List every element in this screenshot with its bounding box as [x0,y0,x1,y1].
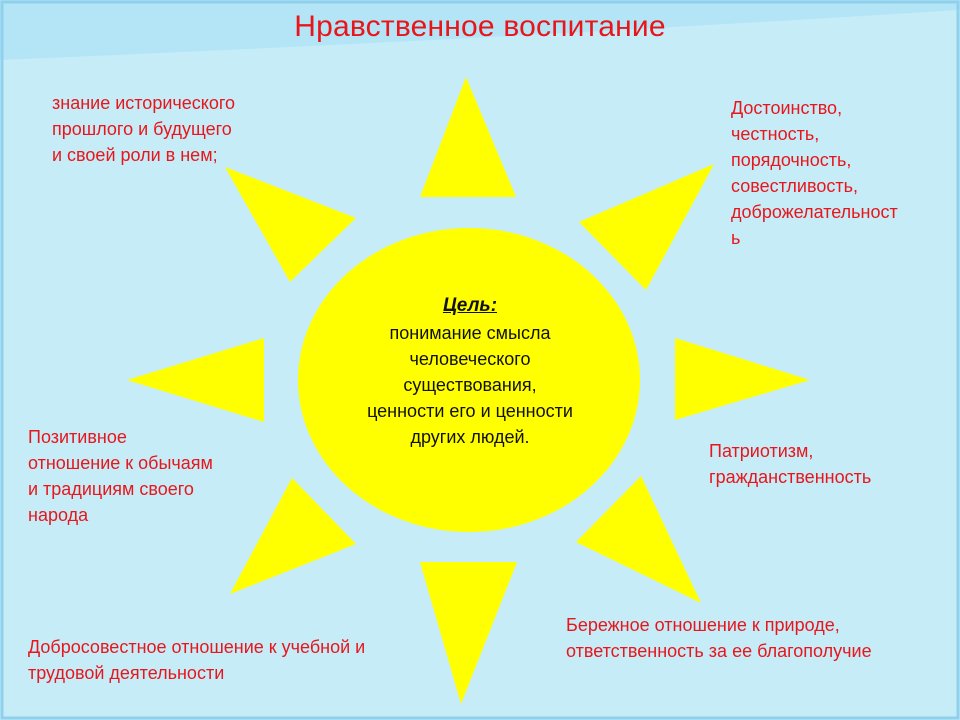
goal-line: ценности его и ценности [367,400,573,421]
goal-heading: Цель: [442,295,498,316]
label-patriotism: Патриотизм, гражданственность [709,441,872,488]
label-nature-care: Бережное отношение к природе, ответственность за ее благополучие [566,615,872,662]
goal-line: существования, [403,374,537,395]
label-conscientious-work: Добросовестное отношение к учебной и трудовой деятельности [28,637,366,684]
label-customs-traditions: Позитивное отношение к обычаям и традициям своего народа [28,427,213,526]
goal-line: других людей. [410,426,530,447]
goal-line: понимание смысла [389,322,551,343]
page-title: Нравственное воспитание [294,10,666,43]
label-history-knowledge: знание исторического прошлого и будущего и своей роли в нем; [52,93,236,166]
label-dignity-honesty: Достоинство, честность, порядочность, совестливость, доброжелательност ь [731,98,898,249]
goal-line: человеческого [409,348,531,369]
goal-block [340,292,600,450]
